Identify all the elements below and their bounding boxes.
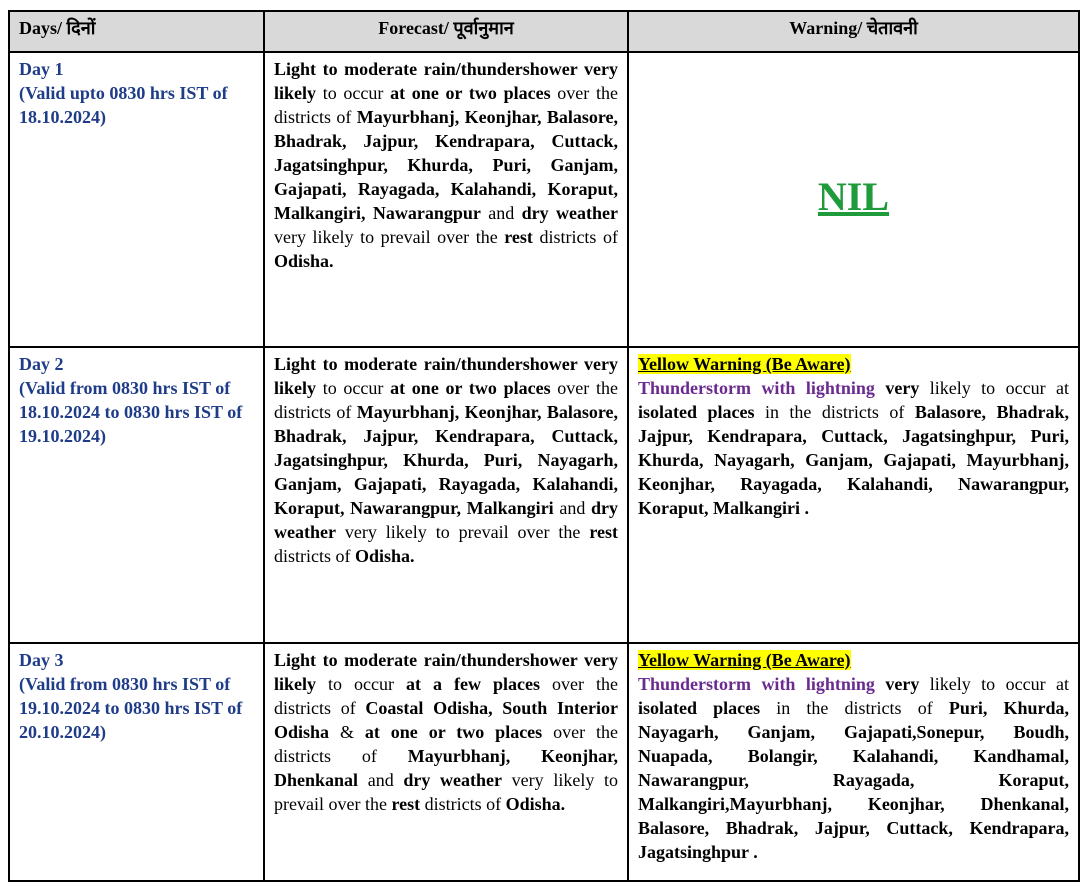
header-forecast: Forecast/ पूर्वानुमान <box>264 11 628 52</box>
warning-extent: isolated places <box>638 402 755 422</box>
day-validity: (Valid from 0830 hrs IST of 19.10.2024 to 0830 hrs IST of 20.10.2024) <box>19 674 243 742</box>
forecast-dry: dry weather <box>521 203 618 223</box>
forecast-state: Odisha. <box>505 794 566 814</box>
forecast-cell <box>264 347 628 643</box>
warning-phenomenon: Thunderstorm with lightning <box>638 378 875 398</box>
warning-extent: isolated places <box>638 698 761 718</box>
day-label: Day 2 <box>19 354 64 374</box>
forecast-text: very likely to prevail over the <box>274 770 618 814</box>
forecast-text: to occur <box>316 378 391 398</box>
forecast-text: very likely to prevail over the <box>335 522 590 542</box>
warning-nil: NIL <box>817 174 890 219</box>
forecast-intensity: Light to moderate rain/thundershower very likely <box>274 650 618 694</box>
forecast-extent-secondary: at one or two places <box>364 722 543 742</box>
forecast-districts: Coastal Odisha, South Interior Odisha <box>274 698 618 742</box>
forecast-intensity: Light to moderate rain/thundershower very likely <box>274 59 618 103</box>
forecast-dry: dry weather <box>274 498 618 542</box>
warning-cell <box>628 347 1079 643</box>
warning-districts: Puri, Khurda, Nayagarh, Ganjam, Gajapati,Sonepur, Boudh, Nuapada, Bolangir, Kalahandi, Kandhamal, Nawarangpur, Rayagada, Koraput, Malkangiri,Mayurbhanj, Keonjhar, Dhenkanal, Balasore, Bhadrak, Jajpur, Cuttack, Kendrapara, Jagatsinghpur . <box>638 698 1069 862</box>
day-validity: (Valid upto 0830 hrs IST of 18.10.2024) <box>19 83 228 127</box>
table-row <box>9 643 1079 881</box>
warning-level-badge: Yellow Warning (Be Aware) <box>638 650 851 670</box>
forecast-districts: Mayurbhanj, Keonjhar, Balasore, Bhadrak, Jajpur, Kendrapara, Cuttack, Jagatsinghpur, Khurda, Puri, Ganjam, Gajapati, Rayagada, Kalahandi, Koraput, Malkangiri, Nawarangpur <box>274 107 618 223</box>
forecast-rest: rest <box>589 522 618 542</box>
day-validity: (Valid from 0830 hrs IST of 18.10.2024 to 0830 hrs IST of 19.10.2024) <box>19 378 243 446</box>
forecast-cell <box>264 52 628 347</box>
table-header-row <box>9 11 1079 52</box>
forecast-extent: at one or two places <box>390 378 551 398</box>
forecast-text: & <box>329 722 365 742</box>
header-warning: Warning/ चेतावनी <box>628 11 1079 52</box>
forecast-text: very likely to prevail over the <box>274 227 505 247</box>
day-label: Day 3 <box>19 650 64 670</box>
forecast-extent: at a few places <box>406 674 540 694</box>
day-cell <box>9 347 264 643</box>
day-cell <box>9 643 264 881</box>
forecast-districts-secondary: Mayurbhanj, Keonjhar, Dhenkanal <box>274 746 619 790</box>
warning-text: likely to occur at <box>919 378 1069 398</box>
warning-cell <box>628 52 1079 347</box>
day-cell <box>9 52 264 347</box>
forecast-text: over the districts of <box>274 83 618 127</box>
forecast-cell <box>264 643 628 881</box>
forecast-text: districts of <box>532 227 618 247</box>
warning-level-badge: Yellow Warning (Be Aware) <box>638 354 851 374</box>
warning-text: in the districts of <box>760 698 949 718</box>
warning-very: very <box>874 378 920 398</box>
forecast-rest: rest <box>504 227 533 247</box>
forecast-rest: rest <box>391 794 421 814</box>
table-row <box>9 347 1079 643</box>
forecast-warning-table <box>8 10 1080 882</box>
forecast-text: and <box>358 770 404 790</box>
forecast-text: over the districts of <box>274 722 618 766</box>
day-label: Day 1 <box>19 59 64 79</box>
forecast-text: districts of <box>420 794 506 814</box>
forecast-dry: dry weather <box>403 770 503 790</box>
forecast-text: to occur <box>316 83 391 103</box>
table-row <box>9 52 1079 347</box>
forecast-text: districts of <box>274 546 355 566</box>
warning-districts: Balasore, Bhadrak, Jajpur, Kendrapara, Cuttack, Jagatsinghpur, Puri, Khurda, Nayagarh, Ganjam, Gajapati, Mayurbhanj, Keonjhar, Rayagada, Kalahandi, Nawarangpur, Koraput, Malkangiri . <box>638 402 1070 518</box>
forecast-text: and <box>553 498 591 518</box>
warning-text: in the districts of <box>754 402 915 422</box>
warning-text: likely to occur at <box>919 674 1069 694</box>
forecast-state: Odisha. <box>274 251 334 271</box>
header-days: Days/ दिनों <box>9 11 264 52</box>
forecast-text: over the districts of <box>274 378 618 422</box>
warning-cell <box>628 643 1079 881</box>
forecast-text: to occur <box>316 674 407 694</box>
warning-phenomenon: Thunderstorm with lightning <box>638 674 875 694</box>
warning-very: very <box>874 674 920 694</box>
forecast-extent: at one or two places <box>390 83 551 103</box>
forecast-districts: Mayurbhanj, Keonjhar, Balasore, Bhadrak, Jajpur, Kendrapara, Cuttack, Jagatsinghpur, Khurda, Puri, Nayagarh, Ganjam, Gajapati, Rayagada, Kalahandi, Koraput, Nawarangpur, Malkangiri <box>274 402 618 518</box>
forecast-state: Odisha. <box>355 546 415 566</box>
forecast-intensity: Light to moderate rain/thundershower very likely <box>274 354 618 398</box>
forecast-text: and <box>480 203 522 223</box>
forecast-text: over the districts of <box>274 674 618 718</box>
